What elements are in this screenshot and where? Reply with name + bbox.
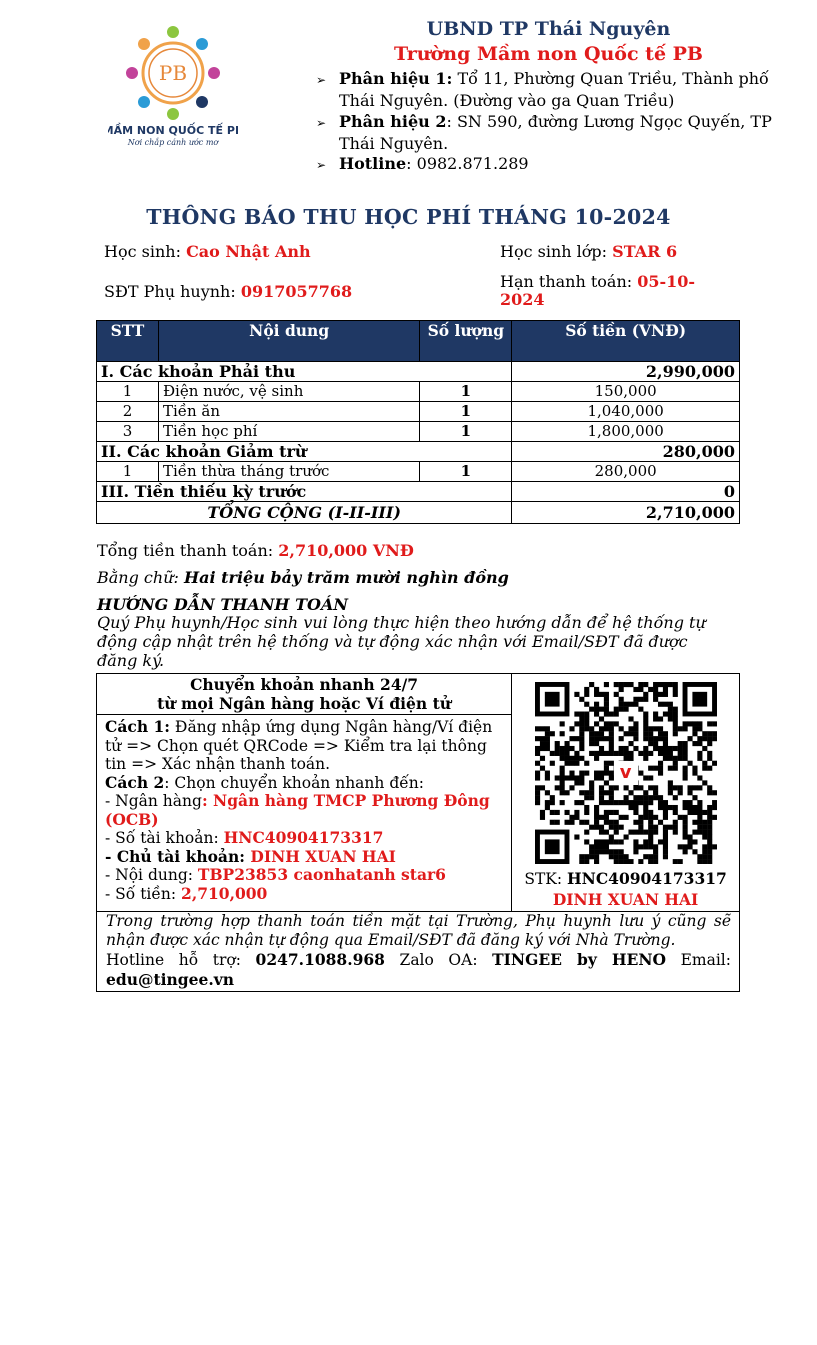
table-row: 1 Tiền thừa tháng trước 1 280,000 <box>97 462 740 482</box>
payment-deadline: Hạn thanh toán: 05-10- 2024 <box>500 272 696 309</box>
school-name: Trường Mầm non Quốc tế PB <box>394 43 703 65</box>
svg-text:PB: PB <box>158 61 188 85</box>
svg-text:MẦM NON QUỐC TẾ PB: MẦM NON QUỐC TẾ PB <box>108 124 238 137</box>
grand-total-row: TỔNG CỘNG (I-II-III) 2,710,000 <box>97 502 740 524</box>
account-owner: - Chủ tài khoản: DINH XUAN HAI <box>105 846 396 866</box>
school-logo <box>108 26 238 148</box>
bullet-arrow-icon: ➢ <box>316 116 327 130</box>
section-row: III. Tiền thiếu kỳ trước 0 <box>97 482 740 502</box>
support-email[interactable]: edu@tingee.vn <box>106 970 235 989</box>
guide-title: HƯỚNG DẪN THANH TOÁN <box>97 595 348 614</box>
amount-in-words: Bằng chữ: Hai triệu bảy trăm mười nghìn đồng <box>97 568 509 587</box>
bank-check-icon: v <box>614 761 638 785</box>
gov-name: UBND TP Thái Nguyên <box>426 18 671 40</box>
qr-account: STK: HNC40904173317 <box>524 869 727 888</box>
total-payment: Tổng tiền thanh toán: 2,710,000 VNĐ <box>97 541 414 560</box>
bank-name: - Ngân hàng: Ngân hàng TMCP Phương Đông (OCB) <box>105 791 490 829</box>
qr-panel <box>512 674 740 912</box>
payment-box <box>96 673 740 992</box>
table-header <box>97 321 740 362</box>
class-info: Học sinh lớp: STAR 6 <box>500 242 678 261</box>
branch-1: Phân hiệu 1: Tổ 11, Phường Quan Triều, Thành phố Thái Nguyên. (Đường vào ga Quan Triều) <box>339 69 769 110</box>
col-qty: Số lượng <box>420 321 512 362</box>
support-line: Hotline hỗ trợ: 0247.1088.968 Zalo OA: TINGEE by HENO Email: <box>106 950 731 969</box>
parent-phone: SĐT Phụ huynh: 0917057768 <box>104 282 353 301</box>
cash-note: Trong trường hợp thanh toán tiền mặt tại Trường, Phụ huynh lưu ý cũng sẽ nhận được xác nhận tự động qua Email/SĐT đã đăng ký với Nhà Trường. <box>106 912 731 949</box>
hotline: Hotline: 0982.871.289 <box>339 154 529 173</box>
col-amount: Số tiền (VNĐ) <box>512 321 740 362</box>
svg-text:Nơi chắp cánh ước mơ: Nơi chắp cánh ước mơ <box>127 138 219 147</box>
table-row: 3 Tiền học phí 1 1,800,000 <box>97 422 740 442</box>
student-info: Học sinh: Cao Nhật Anh <box>104 242 311 261</box>
branch-2: Phân hiệu 2: SN 590, đường Lương Ngọc Quyến, TP Thái Nguyên. <box>339 112 772 153</box>
bullet-arrow-icon: ➢ <box>316 158 327 172</box>
col-stt: STT <box>97 321 159 362</box>
qr-account-name: DINH XUAN HAI <box>552 889 699 909</box>
section-row: II. Các khoản Giảm trừ 280,000 <box>97 442 740 462</box>
qr-code[interactable] <box>535 682 717 864</box>
table-row: 2 Tiền ăn 1 1,040,000 <box>97 402 740 422</box>
page-title: THÔNG BÁO THU HỌC PHÍ THÁNG 10-2024 <box>146 205 671 229</box>
section-row: I. Các khoản Phải thu 2,990,000 <box>97 362 740 382</box>
guide-text: Quý Phụ huynh/Học sinh vui lòng thực hiện theo hướng dẫn để hệ thống tự động cập nhật trên hệ thống và tự động xác nhận với Email/SĐT đã được đăng ký. <box>97 613 706 670</box>
transfer-memo: - Nội dung: TBP23853 caonhatanh star6 <box>105 865 446 884</box>
bullet-arrow-icon: ➢ <box>316 73 327 87</box>
table-row: 1 Điện nước, vệ sinh 1 150,000 <box>97 382 740 402</box>
transfer-instructions: Cách 1: Đăng nhập ứng dụng Ngân hàng/Ví điện tử => Chọn quét QRCode => Kiểm tra lại thông tin => Xác nhận thanh toán. Cách 2: Chọn chuyển khoản nhanh đến: - Ngân hàng: Ngân hàng TMCP Phương Đông (OCB) - Số tài khoản: HNC40904173317 - Chủ tài khoản: DINH XUAN HAI - Nội dung: TBP23853 caonhatanh star6 - Số tiền: 2,710,000 <box>97 715 512 912</box>
transfer-amount: - Số tiền: 2,710,000 <box>105 883 268 903</box>
col-content: Nội dung <box>158 321 419 362</box>
account-number: - Số tài khoản: HNC40904173317 <box>105 828 384 847</box>
fee-table <box>96 320 740 524</box>
transfer-title: Chuyển khoản nhanh 24/7 từ mọi Ngân hàng hoặc Ví điện tử <box>97 674 512 715</box>
footer-notes <box>97 912 740 992</box>
